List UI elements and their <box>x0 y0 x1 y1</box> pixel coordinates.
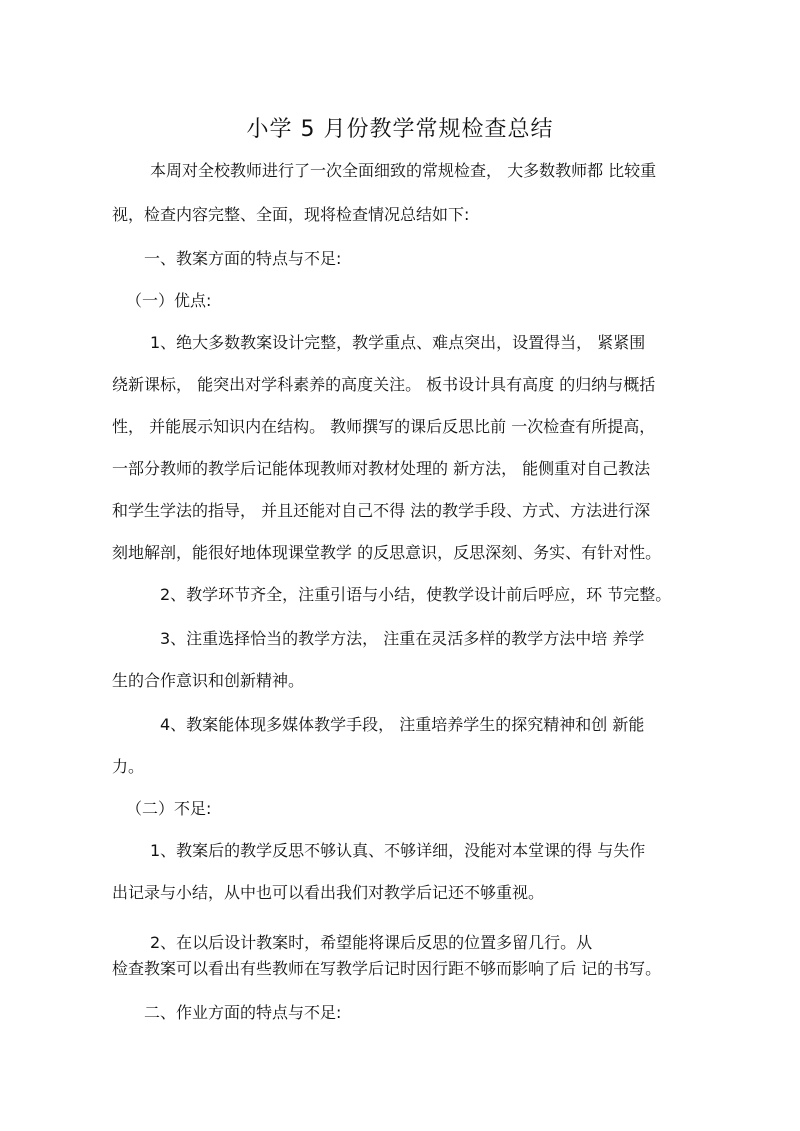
subsection-heading: （一）优点: <box>126 291 212 310</box>
paragraph-line: 1、教案后的教学反思不够认真、不够详细，没能对本堂课的得 与失作 <box>150 841 646 860</box>
paragraph-line: 和学生学法的指导， 并且还能对自己不得 法的教学手段、方式、方法进行深 <box>112 501 651 520</box>
section-heading: 一、教案方面的特点与不足: <box>144 249 342 268</box>
subsection-heading: （二）不足: <box>126 799 212 818</box>
paragraph-line: 视，检查内容完整、全面，现将检查情况总结如下: <box>112 205 470 224</box>
paragraph-line: 力。 <box>112 757 145 776</box>
paragraph-line: 3、注重选择恰当的教学方法， 注重在灵活多样的教学方法中培 养学 <box>160 629 645 648</box>
document-title: 小学 5 月份教学常规检查总结 <box>246 117 554 142</box>
paragraph-line: 绕新课标， 能突出对学科素养的高度关注。 板书设计具有高度 的归纳与概括 <box>112 375 656 394</box>
paragraph-line: 一部分教师的教学后记能体现教师对教材处理的 新方法， 能侧重对自己教法 <box>112 459 651 478</box>
paragraph-line: 2、在以后设计教案时，希望能将课后反思的位置多留几行。从 <box>150 933 593 952</box>
paragraph-line: 检查教案可以看出有些教师在写教学后记时因行距不够而影响了后 记的书写。 <box>112 959 662 978</box>
paragraph-line: 2、教学环节齐全，注重引语与小结，使教学设计前后呼应，环 节完整。 <box>160 585 672 604</box>
section-heading: 二、作业方面的特点与不足: <box>144 1003 342 1022</box>
paragraph-line: 出记录与小结，从中也可以看出我们对教学后记还不够重视。 <box>112 883 545 902</box>
paragraph-line: 1、绝大多数教案设计完整，教学重点、难点突出，设置得当， 紧紧围 <box>150 333 646 352</box>
paragraph-line: 本周对全校教师进行了一次全面细致的常规检查， 大多数教师都 比较重 <box>150 161 657 180</box>
paragraph-line: 生的合作意识和创新精神。 <box>112 671 305 690</box>
paragraph-line: 刻地解剖，能很好地体现课堂教学 的反思意识，反思深刻、务实、有针对性。 <box>112 543 662 562</box>
paragraph-line: 4、教案能体现多媒体教学手段， 注重培养学生的探究精神和创 新能 <box>160 715 645 734</box>
paragraph-line: 性， 并能展示知识内在结构。 教师撰写的课后反思比前 一次检查有所提高， <box>112 417 656 436</box>
